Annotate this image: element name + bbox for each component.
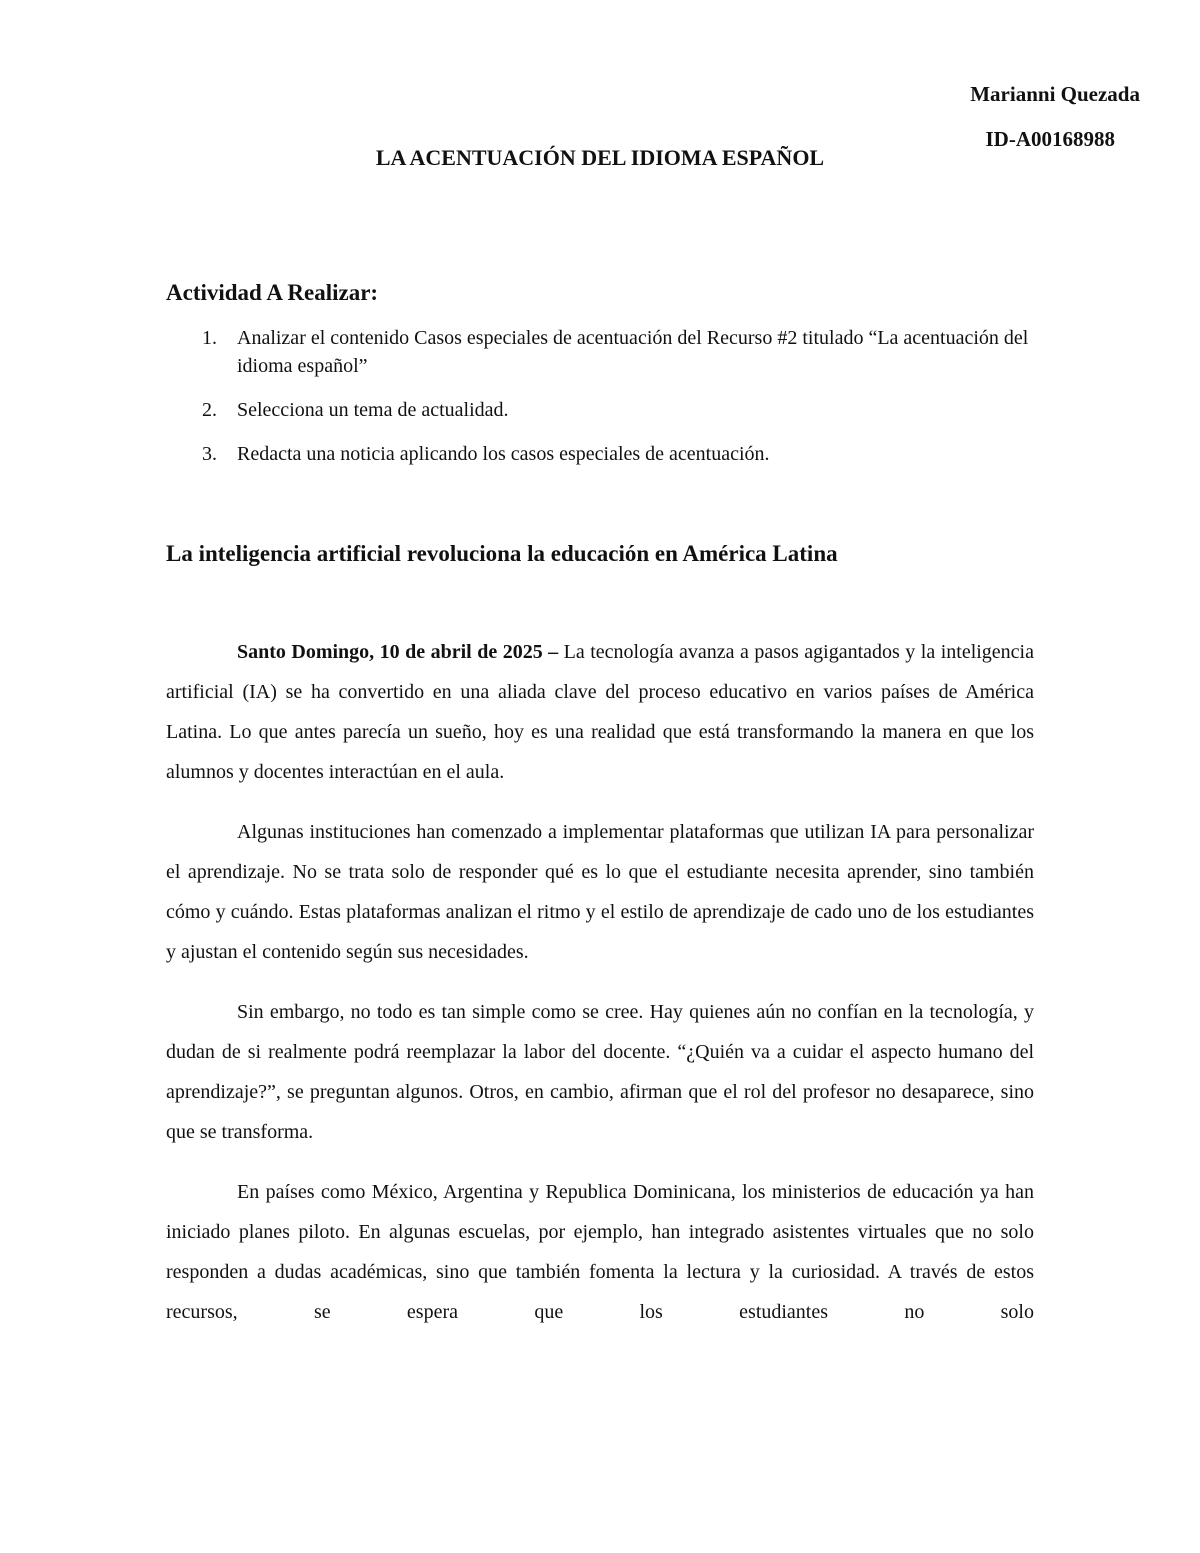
list-item-text: Selecciona un tema de actualidad. <box>237 399 509 421</box>
paragraph-text: La tecnología avanza a pasos agigantados y la inteligencia artificial (IA) se ha convertido en una aliada clave del proceso educativo en varios países de América Latina. Lo que antes parecía un sueño, hoy es una realidad que está transformando la manera en que los alumnos y docentes interactúan en el aula. <box>166 641 1034 783</box>
dateline: Santo Domingo, 10 de abril de 2025 – <box>237 641 559 663</box>
list-item <box>166 324 1036 380</box>
author-name: Marianni Quezada <box>970 82 1140 106</box>
list-item <box>166 396 1036 424</box>
list-item-number: 2. <box>202 399 217 421</box>
list-item-number: 3. <box>202 443 217 465</box>
list-item <box>166 440 1036 468</box>
list-item-number: 1. <box>202 327 217 349</box>
activity-list <box>166 324 1036 484</box>
student-id: ID-A00168988 <box>985 127 1115 151</box>
article-paragraph: Sin embargo, no todo es tan simple como se cree. Hay quienes aún no confían en la tecnología, y dudan de si realmente podrá reemplazar la labor del docente. “¿Quién va a cuidar el aspecto humano del aprendizaje?”, se preguntan algunos. Otros, en cambio, afirman que el rol del profesor no desaparece, sino que se transforma. <box>166 1001 1034 1143</box>
news-title: La inteligencia artificial revoluciona la educación en América Latina <box>166 541 838 566</box>
article-paragraph: En países como México, Argentina y Republica Dominicana, los ministerios de educación ya han iniciado planes piloto. En algunas escuelas, por ejemplo, han integrado asistentes virtuales que no solo responden a dudas académicas, sino que también fomenta la lectura y la curiosidad. A través de estos recursos, se espera que los estudiantes no solo <box>166 1181 1034 1323</box>
article-paragraph <box>166 632 1034 792</box>
list-item-text: Analizar el contenido Casos especiales de acentuación del Recurso #2 titulado “La acentuación del idioma español” <box>237 327 1029 377</box>
activity-heading: Actividad A Realizar: <box>166 280 379 305</box>
news-article <box>166 632 1034 1352</box>
document-title: LA ACENTUACIÓN DEL IDIOMA ESPAÑOL <box>375 145 825 170</box>
article-paragraph: Algunas instituciones han comenzado a implementar plataformas que utilizan IA para personalizar el aprendizaje. No se trata solo de responder qué es lo que el estudiante necesita aprender, sino también cómo y cuándo. Estas plataformas analizan el ritmo y el estilo de aprendizaje de cado uno de los estudiantes y ajustan el contenido según sus necesidades. <box>166 821 1034 963</box>
list-item-text: Redacta una noticia aplicando los casos especiales de acentuación. <box>237 443 770 465</box>
